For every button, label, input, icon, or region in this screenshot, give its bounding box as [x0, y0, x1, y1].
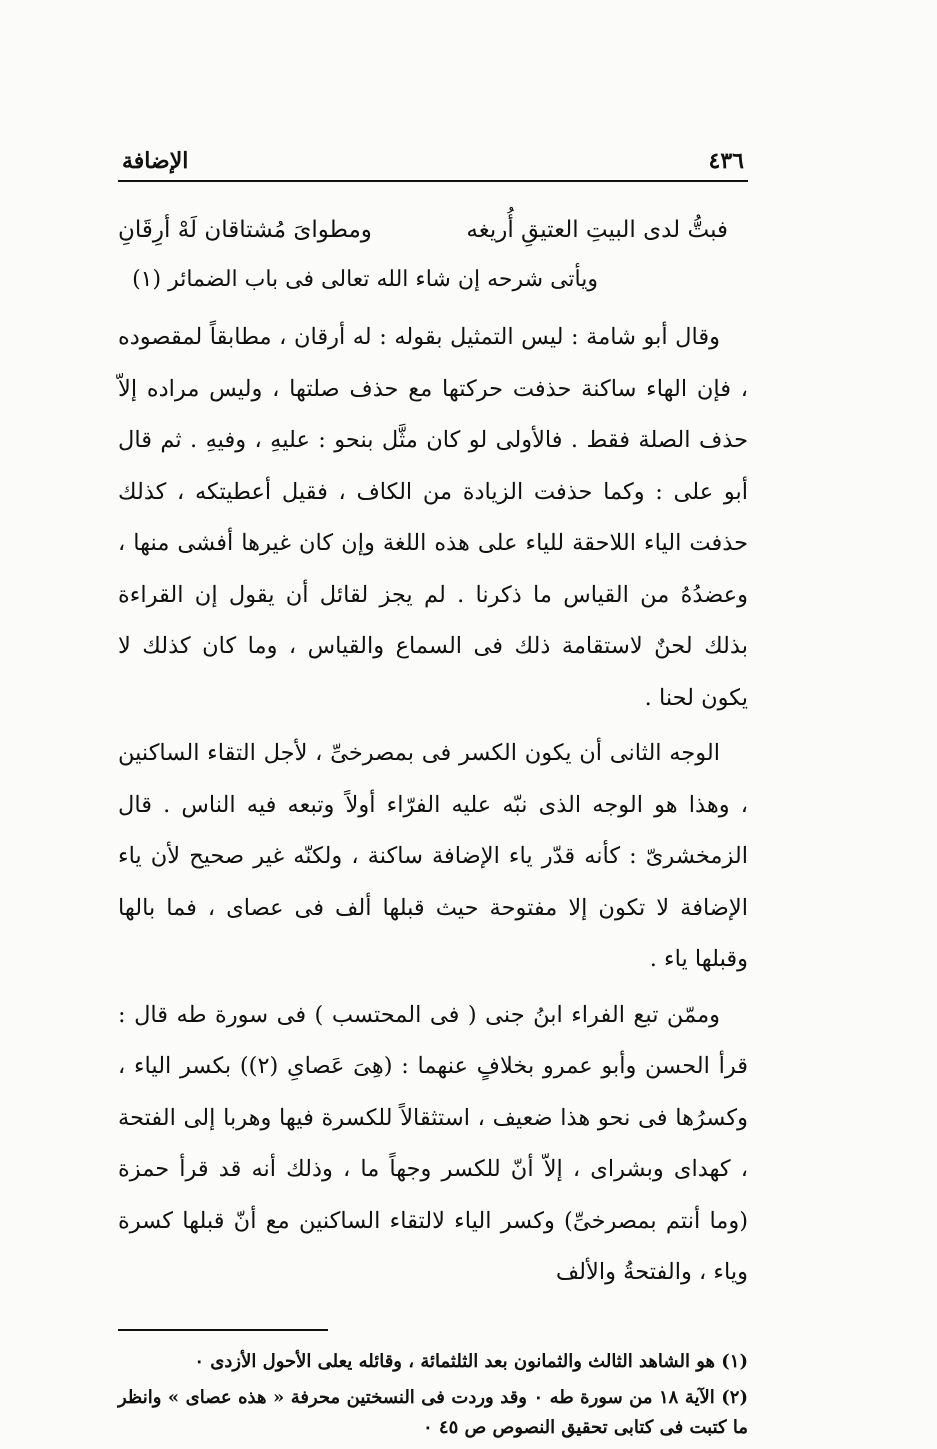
book-page: [118, 130, 748, 1449]
page-number: ٤٣٦: [708, 148, 744, 174]
footnote-1: (١) هو الشاهد الثالث والثمانون بعد الثلثمائة ، وقائله يعلى الأحول الأزدى ٠: [194, 1350, 748, 1372]
verse-note: ويأتى شرحه إن شاء الله تعالى فى باب الضمائر (١): [132, 267, 598, 292]
footnote-rule: [118, 1329, 328, 1331]
paragraph-3: وممّن تبع الفراء ابنُ جنى ( فى المحتسب ) فى سورة طه قال : قرأ الحسن وأبو عمرو بخلافٍ عنهما : (هِىَ عَصاىِ (٢)) بكسر الياء ، وكسرُها فى نحو هذا ضعيف ، استثقالاً للكسرة فيها وهربا إلى الفتحة ، كهداى وبشراى ، إلاّ أنّ للكسر وجهاً ما ، وذلك أنه قد قرأ حمزة (وما أنتم بمصرخىِّ) وكسر الياء لالتقاء الساكنين مع أنّ قبلها كسرة وياء ، والفتحةُ والألف: [118, 1001, 749, 1285]
section-title: الإضافة: [122, 148, 189, 174]
poetry-verse: [118, 204, 748, 256]
footnote-2: (٢) الآية ١٨ من سورة طه ٠ وقد وردت فى النسختين محرفة « هذه عصاى » وانظر ما كتبت فى كتابى تحقيق النصوص ص ٤٥ ٠: [118, 1386, 748, 1438]
running-header: [118, 130, 748, 180]
footnotes: [118, 1347, 748, 1443]
verse-hemistich-1: فبتُّ لدى البيتِ العتيقِ أُريغه: [466, 217, 728, 243]
header-rule: [118, 180, 748, 182]
verse-hemistich-2: ومطواىَ مُشتاقان لَهْ أرِقَانِ: [118, 217, 372, 243]
paragraph-2: الوجه الثانى أن يكون الكسر فى بمصرخىِّ ، لأجل التقاء الساكنين ، وهذا هو الوجه الذى نبّه عليه الفرّاء أولاً وتبعه فيه الناس . قال الزمخشرىّ : كأنه قدّر ياء الإضافة ساكنة ، ولكنّه غير صحيح لأن ياء الإضافة لا تكون إلا مفتوحة حيث قبلها ألف فى عصاى ، فما بالها وقبلها ياء .: [118, 740, 748, 972]
paragraph-1: وقال أبو شامة : ليس التمثيل بقوله : له أرقان ، مطابقاً لمقصوده ، فإن الهاء ساكنة حذفت حركتها مع حذف صلتها ، وليس مراده إلاّ حذف الصلة فقط . فالأولى لو كان مثَّل بنحو : عليهِ ، وفيهِ . ثم قال أبو على : وكما حذفت الزيادة من الكاف ، فقيل أعطيتكه ، كذلك حذفت الياء اللاحقة للياء على هذه اللغة وإن كان غيرها أفشى منها ، وعضدُهُ من القياس ما ذكرنا . لم يجز لقائل أن يقول إن القراءة بذلك لحنٌ لاستقامة ذلك فى السماع والقياس ، وما كان كذلك لا يكون لحنا .: [118, 324, 748, 711]
